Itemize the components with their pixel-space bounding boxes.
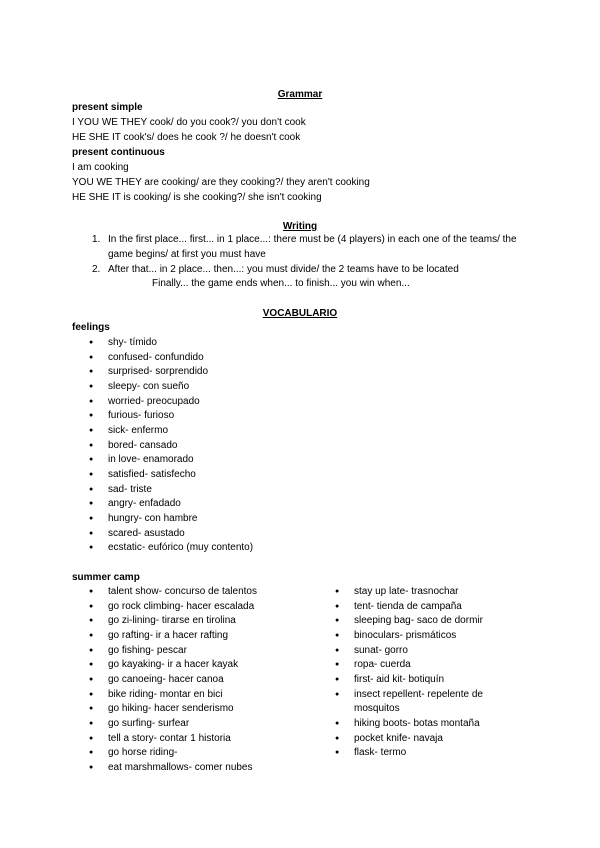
summer-camp-list-item: ● go hiking- hacer senderismo	[89, 702, 319, 717]
writing-title: Writing	[282, 221, 318, 232]
summer-camp-list-right	[335, 585, 510, 761]
grammar-title: Grammar	[277, 89, 323, 100]
summer-camp-list-item: ● sleeping bag- saco de dormir	[335, 614, 510, 629]
feelings-list	[89, 336, 389, 556]
present-continuous-label: present continuous	[72, 147, 165, 158]
feelings-list-item: ● bored- cansado	[89, 439, 389, 454]
feelings-list-item: ● worried- preocupado	[89, 395, 389, 410]
summer-camp-label: summer camp	[72, 572, 140, 583]
feelings-list-item: ● sleepy- con sueño	[89, 380, 389, 395]
summer-camp-list-item: ● go kayaking- ir a hacer kayak	[89, 658, 319, 673]
summer-camp-list-item: ● go zi-lining- tirarse en tirolina	[89, 614, 319, 629]
summer-camp-list-item: ● stay up late- trasnochar	[335, 585, 510, 600]
summer-camp-list-item: ● pocket knife- navaja	[335, 732, 510, 747]
feelings-list-item: ● sad- triste	[89, 483, 389, 498]
feelings-list-item: ● angry- enfadado	[89, 497, 389, 512]
present-simple-line-1: I YOU WE THEY cook/ do you cook?/ you don't cook	[72, 117, 306, 128]
feelings-list-item: ● furious- furioso	[89, 409, 389, 424]
present-continuous-line-3: HE SHE IT is cooking/ is she cooking?/ she isn't cooking	[72, 192, 322, 203]
writing-finally: Finally... the game ends when... to finish... you win when...	[152, 278, 410, 289]
summer-camp-list-item: ● tent- tienda de campaña	[335, 600, 510, 615]
summer-camp-list-item: ● insect repellent- repelente de mosquitos	[335, 688, 510, 717]
summer-camp-list-item: ● binoculars- prismáticos	[335, 629, 510, 644]
writing-item-1-text: In the first place... first... in 1 place...: there must be (4 players) in each one of the teams/ the game begins/ at first you must have	[108, 234, 517, 260]
writing-item-2-text: After that... in 2 place... then...: you must divide/ the 2 teams have to be located	[108, 264, 459, 275]
summer-camp-list-item: ● tell a story- contar 1 historia	[89, 732, 319, 747]
summer-camp-list-item: ● ropa- cuerda	[335, 658, 510, 673]
summer-camp-list-left	[89, 585, 319, 776]
present-simple-line-2: HE SHE IT cook's/ does he cook ?/ he doesn't cook	[72, 132, 301, 143]
vocabulary-title: VOCABULARIO	[262, 308, 338, 319]
summer-camp-list-item: ● go fishing- pescar	[89, 644, 319, 659]
summer-camp-list-item: ● flask- termo	[335, 746, 510, 761]
feelings-label: feelings	[72, 322, 110, 333]
writing-item-1-number: 1.	[92, 234, 101, 245]
summer-camp-list-item: ● go rock climbing- hacer escalada	[89, 600, 319, 615]
feelings-list-item: ● in love- enamorado	[89, 453, 389, 468]
summer-camp-list-item: ● go surfing- surfear	[89, 717, 319, 732]
summer-camp-list-item: ● go horse riding-	[89, 746, 319, 761]
summer-camp-list-item: ● go canoeing- hacer canoa	[89, 673, 319, 688]
feelings-list-item: ● confused- confundido	[89, 351, 389, 366]
summer-camp-list-item: ● talent show- concurso de talentos	[89, 585, 319, 600]
summer-camp-list-item: ● bike riding- montar en bici	[89, 688, 319, 703]
summer-camp-list-item: ● hiking boots- botas montaña	[335, 717, 510, 732]
summer-camp-list-item: ● go rafting- ir a hacer rafting	[89, 629, 319, 644]
summer-camp-list-item: ● first- aid kit- botiquín	[335, 673, 510, 688]
feelings-list-item: ● scared- asustado	[89, 527, 389, 542]
feelings-list-item: ● sick- enfermo	[89, 424, 389, 439]
present-simple-label: present simple	[72, 102, 143, 113]
present-continuous-line-2: YOU WE THEY are cooking/ are they cooking?/ they aren't cooking	[72, 177, 370, 188]
feelings-list-item: ● hungry- con hambre	[89, 512, 389, 527]
feelings-list-item: ● surprised- sorprendido	[89, 365, 389, 380]
feelings-list-item: ● satisfied- satisfecho	[89, 468, 389, 483]
feelings-list-item: ● ecstatic- eufórico (muy contento)	[89, 541, 389, 556]
writing-item-2-number: 2.	[92, 264, 101, 275]
summer-camp-list-item: ● eat marshmallows- comer nubes	[89, 761, 319, 776]
summer-camp-list-item: ● sunat- gorro	[335, 644, 510, 659]
feelings-list-item: ● shy- tímido	[89, 336, 389, 351]
present-continuous-line-1: I am cooking	[72, 162, 129, 173]
